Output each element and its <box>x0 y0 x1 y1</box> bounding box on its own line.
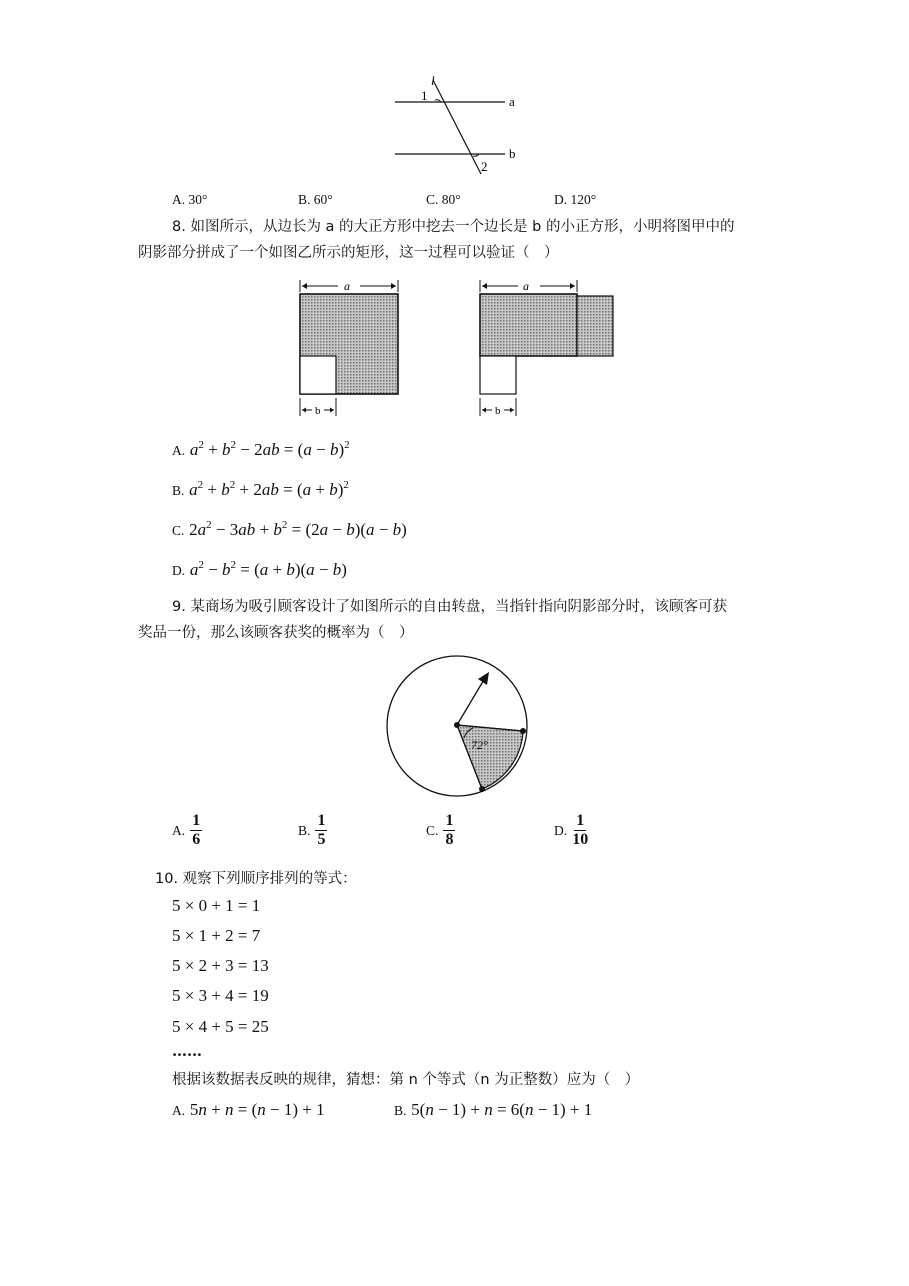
line-l-label: l <box>431 73 435 88</box>
q10-stem: 10. 观察下列顺序排列的等式： <box>155 871 357 887</box>
svg-text:b: b <box>495 405 501 417</box>
q10-ellipsis: …… <box>172 1042 202 1060</box>
q10-equation-2: 5 × 1 + 2 = 7 <box>172 926 261 945</box>
q7-option-a: A. 30° <box>172 192 208 207</box>
q9-stem-line1: 9. 某商场为吸引顾客设计了如图所示的自由转盘，当指针指向阴影部分时，该顾客可获 <box>172 599 727 615</box>
angle1-label: 1 <box>421 88 428 103</box>
q10-option-b: B. 5(n − 1) + n = 6(n − 1) + 1 <box>394 1100 593 1119</box>
q7-parallel-lines-figure <box>385 70 535 180</box>
figure-jia <box>300 279 398 417</box>
line-b-label: b <box>509 146 516 161</box>
q8-option-a: A. $a^2 + b^2 - 2ab = (a - b)^2$ <box>172 439 350 459</box>
angle2-label: 2 <box>481 159 488 174</box>
q8-option-b: B. $a^2 + b^2 + 2ab = (a + b)^2$ <box>172 479 349 499</box>
q9-option-d: D. $\frac{1}{10}$ <box>554 812 589 848</box>
q9-spinner-figure <box>385 652 535 802</box>
q10-equation-3: 5 × 2 + 3 = 13 <box>172 956 269 975</box>
q8-option-c: C. $2a^2 - 3ab + b^2 = (2a - b)(a - b)$ <box>172 519 407 539</box>
svg-text:a: a <box>344 279 350 293</box>
q9-option-a: A. $\frac{1}{6}$ <box>172 812 201 848</box>
q8-stem-line1: 8. 如图所示，从边长为 a 的大正方形中挖去一个边长是 b 的小正方形，小明将图甲中的 <box>172 219 735 235</box>
q9-stem-line2: 奖品一份，那么该顾客获奖的概率为（ ） <box>138 625 414 641</box>
q8-stem-line2: 阴影部分拼成了一个如图乙所示的矩形，这一过程可以验证（ ） <box>138 245 559 261</box>
q10-equation-1: 5 × 0 + 1 = 1 <box>172 896 261 915</box>
q9-option-b: B. $\frac{1}{5}$ <box>298 812 326 848</box>
q9-option-c: C. $\frac{1}{8}$ <box>426 812 454 848</box>
q10-option-a: A. 5n + n = (n − 1) + 1 <box>172 1100 325 1119</box>
q10-equation-4: 5 × 3 + 4 = 19 <box>172 986 269 1005</box>
q10-prompt: 根据该数据表反映的规律，猜想：第 n 个等式（n 为正整数）应为（ ） <box>172 1072 640 1088</box>
svg-text:a: a <box>523 279 529 293</box>
line-a-label: a <box>509 94 515 109</box>
svg-text:b: b <box>315 405 321 417</box>
q10-equation-5: 5 × 4 + 5 = 25 <box>172 1017 269 1036</box>
q8-option-d: D. $a^2 - b^2 = (a + b)(a - b)$ <box>172 559 347 579</box>
q7-option-c: C. 80° <box>426 192 461 207</box>
q7-option-b: B. 60° <box>298 192 333 207</box>
figure-yi <box>480 279 613 417</box>
angle-72-label: 72° <box>471 738 488 752</box>
q8-figures <box>290 272 620 422</box>
q7-option-d: D. 120° <box>554 192 597 207</box>
